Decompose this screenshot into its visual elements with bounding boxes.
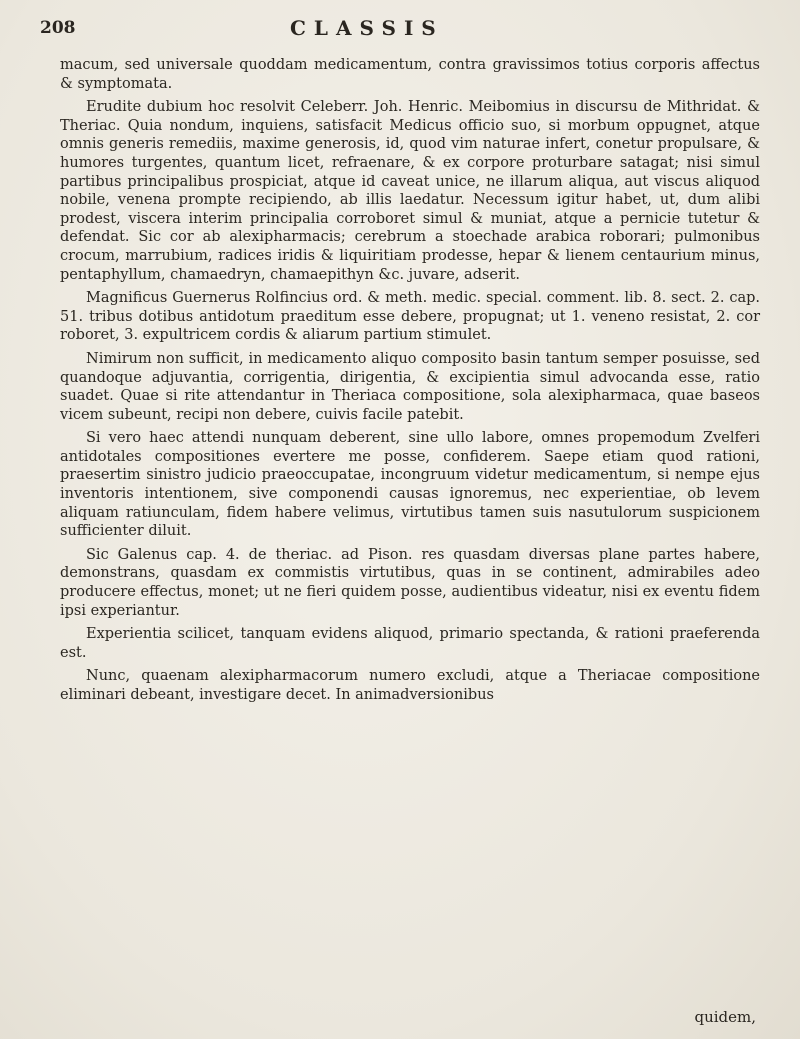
paragraph-experientia: Experientia scilicet, tanquam evidens aliquod, primario spectanda, & rationi praeferenda est. — [60, 626, 760, 661]
running-head: CLASSIS — [290, 16, 444, 40]
paragraph-meibomius: Erudite dubium hoc resolvit Celeberr. Joh. Henric. Meibomius in discursu de Mithridat. & Theriac. Quia nondum, inquiens, satisfacit Medicus officio suo, si morbum oppugnet, atque omnis generis remediis, maxime generosis, id, quod vim naturae infert, conetur propulsare, & humores turgentes, quantum licet, refraenare, & ex corpore proturbare satagat; nisi simul partibus principalibus prospiciat, atque id caveat unice, ne illarum aliqua, aut viscus aliquod nobile, venena prompte recipiendo, ab illis laedatur. Necessum igitur habet, ut, dum alibi prodest, viscera interim principalia corroboret simul & muniat, atque a pernicie tutetur & defendat. Sic cor ab alexipharmacis; cerebrum a stoechade arabica roborari; pulmonibus crocum, marrubium, radices iridis & liquiritiam prodesse, hepar & lienem centaurium minus, pentaphyllum, chamaedryn, chamaepithyn &c. juvare, adserit. — [60, 99, 760, 283]
paragraph-rolfincius: Magnificus Guernerus Rolfincius ord. & meth. medic. special. comment. lib. 8. sect. 2. cap. 51. tribus dotibus antidotum praeditum esse debere, propugnat; ut 1. veneno resistat, 2. cor roboret, 3. expultricem cordis & aliarum partium stimulet. — [60, 290, 760, 344]
catchword: quidem, — [694, 1008, 756, 1026]
paragraph-galenus: Sic Galenus cap. 4. de theriac. ad Pison. res quasdam diversas plane partes habere, demonstrans, quasdam ex commistis virtutibus, quas in se continent, admirabiles adeo producere effectus, monet; ut ne fieri quidem posse, audientibus videatur, nisi ex eventu fidem ipsi experiantur. — [60, 546, 760, 619]
paragraph-nunc: Nunc, quaenam alexipharmacorum numero excludi, atque a Theriacae compositione eliminari debeant, investigare decet. In animadversionibus — [60, 668, 760, 703]
page-number: 208 — [40, 18, 76, 38]
paragraph-si-vero: Si vero haec attendi nunquam deberent, sine ullo labore, omnes propemodum Zvelferi antidotales compositiones evertere me posse, confiderem. Saepe etiam quod rationi, praesertim sinistro judicio praeoccupatae, incongruum videtur medicamentum, si nempe ejus inventoris intentionem, sive componendi causas ignoremus, nec experientiae, ob levem aliquam ratiunculam, fidem habere velimus, virtutibus tamen suis nasutulorum suspicionem sufficienter diluit. — [60, 430, 760, 540]
paragraph-nimirum: Nimirum non sufficit, in medicamento aliquo composito basin tantum semper posuisse, sed quandoque adjuvantia, corrigentia, dirigentia, & excipientia simul advocanda esse, ratio suadet. Quae si rite attendantur in Theriaca compositione, sola alexipharmaca, quae baseos vicem subeunt, recipi non debere, cuivis facile patebit. — [60, 350, 760, 423]
body-text — [60, 56, 760, 710]
paragraph-continuation: macum, sed universale quoddam medicamentum, contra gravissimos totius corporis affectus & symptomata. — [60, 57, 760, 92]
page-header — [40, 14, 760, 44]
